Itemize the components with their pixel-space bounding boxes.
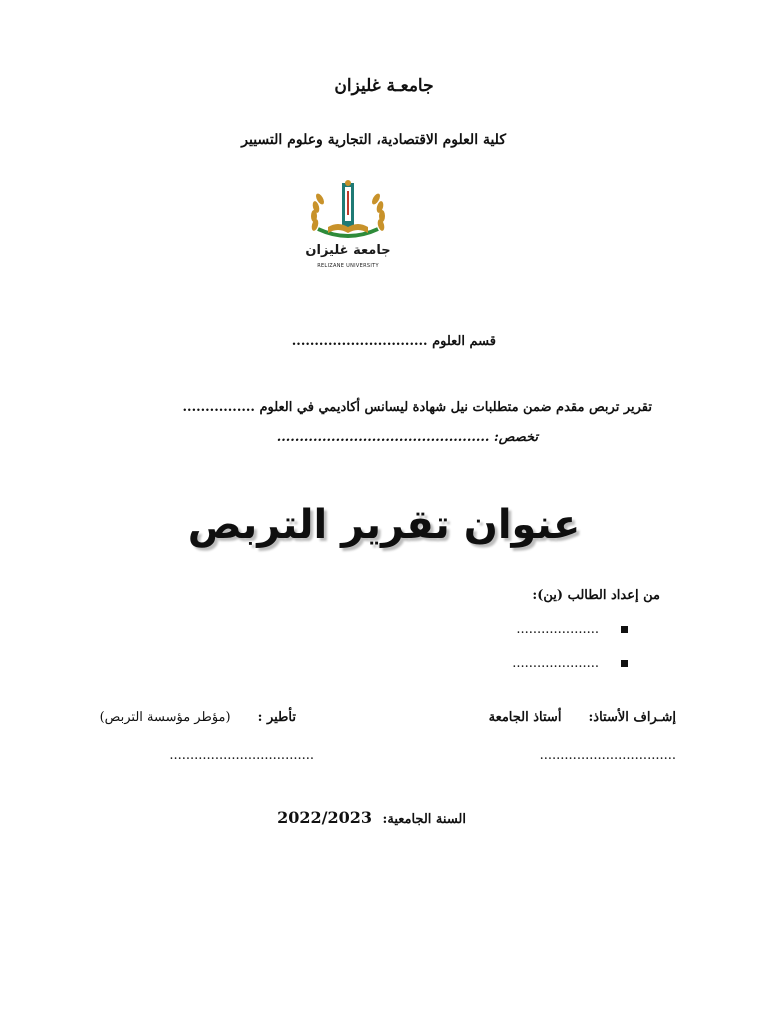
- report-title: عنوان تقرير التربص: [187, 502, 581, 548]
- supervisor-value: أستاذ الجامعة: [488, 710, 562, 725]
- logo-arabic-text: جامعة غليزان: [305, 243, 391, 258]
- supervisor-line: [489, 710, 676, 725]
- academic-year-value: 2022/2023: [277, 808, 373, 827]
- department-line: قسم العلوم ..............................: [291, 334, 496, 349]
- faculty-name: كلية العلوم الاقتصادية، التجارية وعلوم التسيير: [241, 132, 506, 148]
- supervision-line: [100, 710, 296, 725]
- bullet-icon: [621, 660, 628, 667]
- student-placeholder: ....................: [516, 622, 599, 637]
- academic-year-line: [277, 808, 466, 827]
- supervisor-dots: .................................: [539, 748, 676, 763]
- academic-year-label: السنة الجامعية:: [382, 812, 466, 827]
- report-description: تقرير تربص مقدم ضمن متطلبات نيل شهادة ليسانس أكاديمي في العلوم ................: [182, 400, 652, 415]
- university-name: جامعـة غليزان: [334, 76, 434, 96]
- student-entry: [516, 622, 628, 637]
- supervision-dots: ...................................: [169, 748, 314, 763]
- prepared-by-label: من إعداد الطالب (ين):: [532, 588, 660, 603]
- bullet-icon: [621, 626, 628, 633]
- supervisor-label: إشـراف الأستاذ:: [588, 710, 676, 725]
- student-placeholder: .....................: [512, 656, 599, 671]
- supervision-value: (مؤطر مؤسسة التربص): [99, 710, 231, 725]
- university-logo: [304, 177, 392, 275]
- specialty-line: تخصص: ...............................................: [276, 430, 538, 445]
- logo-latin-text: RELIZANE UNIVERSITY: [317, 263, 379, 269]
- relizane-university-logo-icon: [304, 177, 392, 275]
- supervision-label: تأطير :: [257, 710, 296, 725]
- student-entry: [512, 656, 628, 671]
